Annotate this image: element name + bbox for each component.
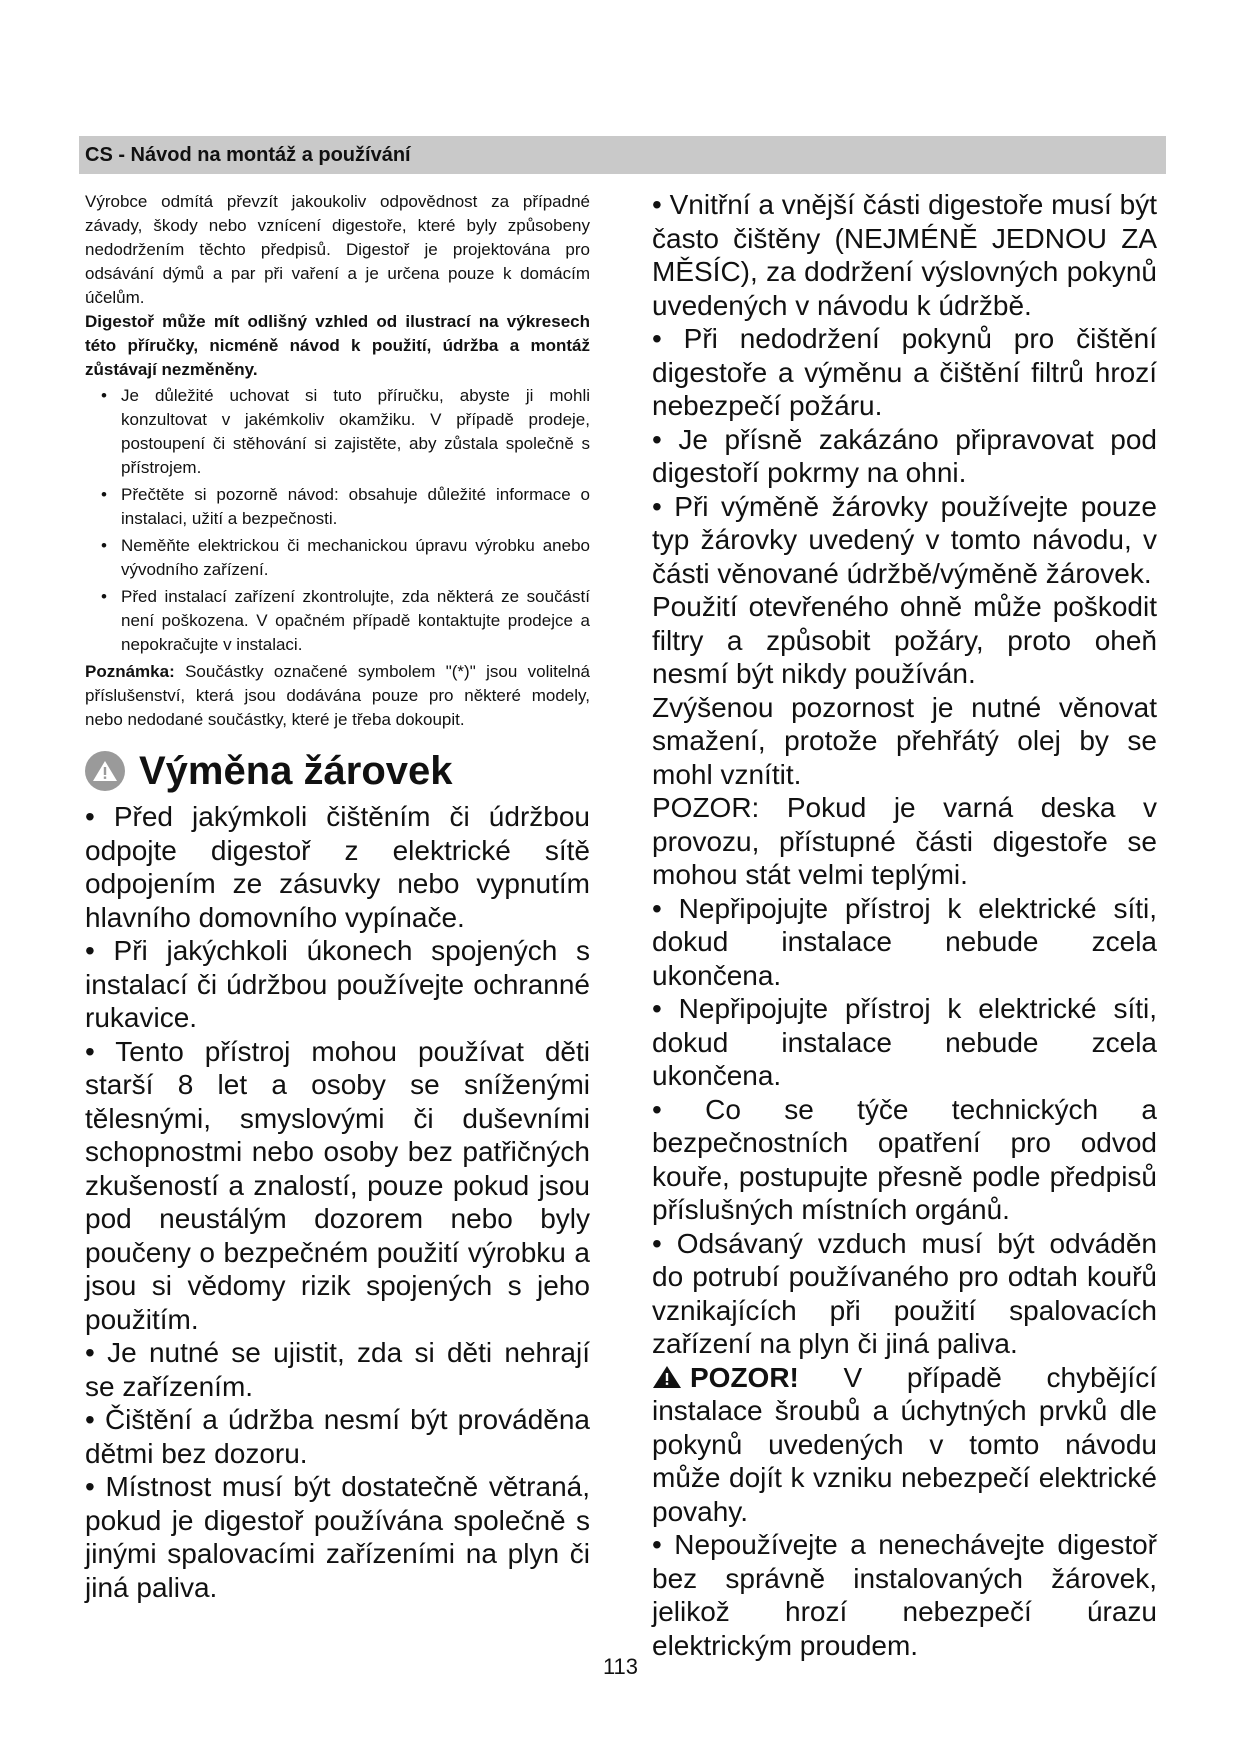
intro-paragraph: Výrobce odmítá převzít jakoukoliv odpovědnost za případné závady, škody nebo vznícení digestoře, které byly způsobeny nedodržením těchto předpisů. Digestoř je projektována pro odsávání dýmů a par při vaření a je určena pouze k domácím účelům.	[85, 192, 590, 307]
left-column	[85, 190, 590, 1604]
pozor-text: V případě chybějící instalace šroubů a úchytných prvků dle pokynů uvedených v tomto návodu může dojít k vzniku nebezpečí elektrické povahy.	[652, 1361, 1157, 1527]
safety-paragraph: • Čištění a údržba nesmí být prováděna dětmi bez dozoru.	[85, 1404, 590, 1469]
pozor-label: POZOR!	[690, 1361, 799, 1393]
section-title: Výměna žárovek	[139, 749, 453, 793]
intro-bold-paragraph: Digestoř může mít odlišný vzhled od ilustrací na výkresech této příručky, nicméně návod k použití, údržba a montáž zůstávají nezměněny.	[85, 312, 590, 379]
safety-paragraph: POZOR: Pokud je varná deska v provozu, přístupné části digestoře se mohou stát velmi teplými.	[652, 792, 1157, 890]
header-title: CS - Návod na montáž a používání	[85, 144, 411, 166]
safety-paragraph: • Tento přístroj mohou používat děti starší 8 let a osoby se sníženými tělesnými, smyslovými či duševními schopnostmi nebo osoby bez patřičných zkušeností a znalostí, pouze pokud jsou pod neustálým dozorem nebo byly poučeny o bezpečném použití výrobku a jsou si vědomy rizik spojených s jeho použitím.	[85, 1035, 590, 1335]
note-text: Součástky označené symbolem "(*)" jsou volitelná příslušenství, která jsou dodávána pouze pro některé modely, nebo nedodané součástky, které je třeba dokoupit.	[85, 662, 590, 729]
note-label: Poznámka:	[85, 662, 175, 681]
right-column	[652, 188, 1157, 1662]
warning-triangle-icon	[92, 759, 118, 783]
intro-bullet: • Neměňte elektrickou či mechanickou úpravu výrobku anebo vývodního zařízení.	[85, 534, 590, 582]
safety-paragraph: • Nepřipojujte přístroj k elektrické síti, dokud instalace nebude zcela ukončena.	[652, 892, 1157, 991]
pozor-paragraph	[652, 1361, 1157, 1529]
intro-bullet: • Přečtěte si pozorně návod: obsahuje důležité informace o instalaci, užití a bezpečnosti.	[85, 483, 590, 531]
safety-paragraph: • Odsávaný vzduch musí být odváděn do potrubí používaného pro odtah kouřů vznikajících při použití spalovacích zařízení na plyn či jiná paliva.	[652, 1227, 1157, 1359]
safety-paragraph: • Místnost musí být dostatečně větraná, pokud je digestoř používána společně s jinými spalovacími zařízeními na plyn či jiná paliva.	[85, 1471, 590, 1603]
safety-paragraph: • Při výměně žárovky používejte pouze typ žárovky uvedený v tomto návodu, v části věnované údržbě/výměně žárovek.	[652, 490, 1157, 589]
intro-bullet: • Před instalací zařízení zkontrolujte, zda některá ze součástí není poškozena. V opačném případě kontaktujte prodejce a nepokračujte v instalaci.	[85, 585, 590, 657]
intro-bullet: • Je důležité uchovat si tuto příručku, abyste ji mohli konzultovat v jakémkoliv okamžiku. V případě prodeje, postoupení či stěhování si zajistěte, aby zůstala společně s přístrojem.	[85, 384, 590, 480]
section-heading	[85, 748, 590, 794]
warning-triangle-icon	[652, 1365, 682, 1389]
safety-paragraph: • Nepoužívejte a nenechávejte digestoř bez správně instalovaných žárovek, jelikož hrozí nebezpečí úrazu elektrickým proudem.	[652, 1529, 1157, 1661]
safety-paragraph: • Co se týče technických a bezpečnostních opatření pro odvod kouře, postupujte přesně podle předpisů příslušných místních orgánů.	[652, 1093, 1157, 1225]
note-paragraph	[85, 660, 590, 732]
safety-paragraph: • Je přísně zakázáno připravovat pod digestoří pokrmy na ohni.	[652, 423, 1157, 488]
safety-paragraph: • Vnitřní a vnější části digestoře musí být často čištěny (NEJMÉNĚ JEDNOU ZA MĚSÍC), za dodržení výslovných pokynů uvedených v návodu k údržbě.	[652, 189, 1157, 321]
safety-paragraph: • Při jakýchkoli úkonech spojených s instalací či údržbou používejte ochranné rukavice.	[85, 935, 590, 1033]
intro-bullet-list	[85, 384, 590, 657]
safety-paragraph: • Nepřipojujte přístroj k elektrické síti, dokud instalace nebude zcela ukončena.	[652, 993, 1157, 1091]
warning-icon	[85, 751, 125, 791]
page-header	[79, 136, 1166, 174]
safety-paragraph: • Je nutné se ujistit, zda si děti nehrají se zařízením.	[85, 1337, 590, 1402]
safety-paragraph: • Před jakýmkoli čištěním či údržbou odpojte digestoř z elektrické sítě odpojením ze zásuvky nebo vypnutím hlavního domovního vypínače.	[85, 801, 590, 933]
safety-paragraph: Zvýšenou pozornost je nutné věnovat smažení, protože přehřátý olej by se mohl vznítit.	[652, 691, 1157, 790]
safety-paragraph: • Při nedodržení pokynů pro čištění digestoře a výměnu a čištění filtrů hrozí nebezpečí požáru.	[652, 323, 1157, 421]
page-number: 113	[602, 1654, 639, 1679]
safety-paragraph: Použití otevřeného ohně může poškodit filtry a způsobit požáry, proto oheň nesmí být nikdy používán.	[652, 591, 1157, 689]
